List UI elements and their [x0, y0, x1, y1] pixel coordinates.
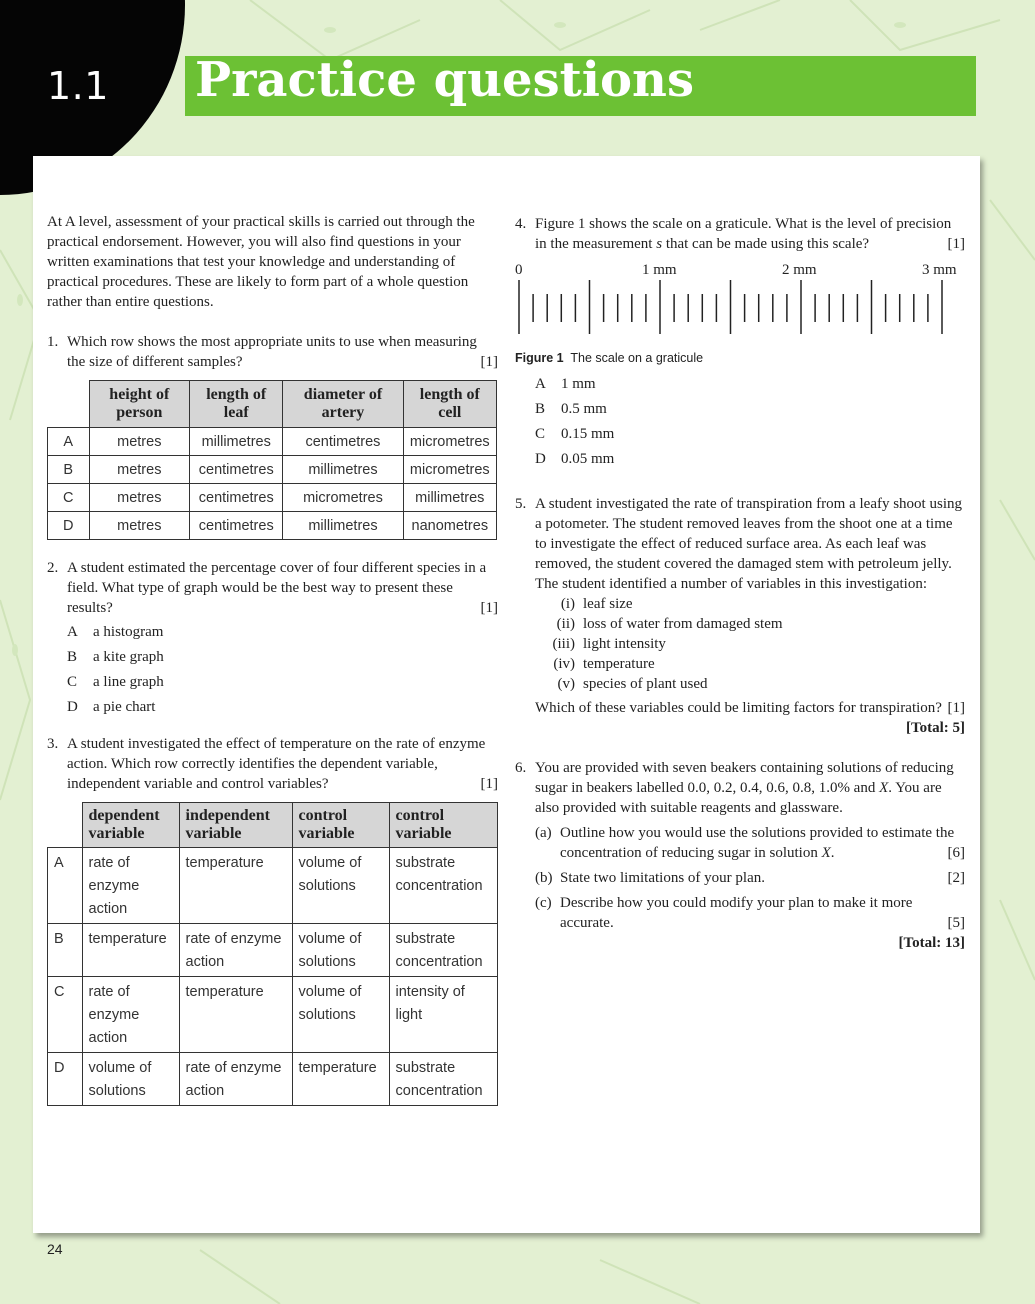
- page-title: Practice questions: [195, 52, 694, 108]
- table-cell: millimetres: [283, 456, 403, 484]
- section-number: 1.1: [47, 64, 109, 108]
- row-label: A: [48, 428, 90, 456]
- table-cell: substrate concentration: [389, 924, 498, 977]
- question-mark: [6]: [947, 845, 965, 861]
- table-row: [48, 977, 498, 1053]
- row-label: B: [48, 924, 83, 977]
- question-mark: [1]: [480, 776, 498, 792]
- column-header: independent variable: [179, 803, 292, 848]
- table-cell: temperature: [179, 848, 292, 924]
- answer-option: B 0.5 mm: [535, 401, 607, 417]
- question-3: [47, 734, 498, 794]
- question-number: 5.: [515, 496, 527, 512]
- answer-option: A a histogram: [67, 624, 164, 640]
- table-cell: metres: [89, 428, 190, 456]
- table-row: [48, 1053, 498, 1106]
- scale-label: 0: [515, 262, 523, 278]
- question-mark: [1]: [947, 700, 965, 716]
- column-header: length of leaf: [190, 381, 283, 428]
- table-cell: substrate concentration: [389, 1053, 498, 1106]
- row-label: C: [48, 977, 83, 1053]
- list-item: (iv) temperature: [553, 656, 655, 672]
- sub-question: (c) Describe how you could modify your plan to make it more accurate. [5]: [535, 895, 965, 931]
- table-cell: temperature: [179, 977, 292, 1053]
- question-1: [47, 332, 498, 372]
- answer-option: D a pie chart: [67, 699, 156, 715]
- list-item: (i) leaf size: [560, 596, 633, 612]
- table-cell: volume of solutions: [292, 848, 389, 924]
- table-cell: temperature: [82, 924, 179, 977]
- question-number: 2.: [47, 560, 59, 576]
- answer-option: D 0.05 mm: [535, 451, 615, 467]
- graticule-scale: [515, 258, 965, 338]
- row-label: C: [48, 484, 90, 512]
- question-mark: [1]: [947, 236, 965, 252]
- table-cell: volume of solutions: [82, 1053, 179, 1106]
- table-cell: metres: [89, 512, 190, 540]
- table-cell: rate of enzyme action: [179, 1053, 292, 1106]
- column-header: dependent variable: [82, 803, 179, 848]
- row-label: D: [48, 1053, 83, 1106]
- title-banner: [185, 52, 976, 116]
- list-item: (iii) light intensity: [552, 636, 666, 652]
- answer-option: C a line graph: [67, 674, 164, 690]
- sub-question: (b) State two limitations of your plan. [2]: [535, 870, 965, 886]
- table-row: [48, 428, 497, 456]
- table-cell: volume of solutions: [292, 924, 389, 977]
- scale-label: 2 mm: [782, 262, 817, 278]
- table-cell: rate of enzyme action: [179, 924, 292, 977]
- q4-options: [515, 372, 965, 472]
- table-row: [48, 484, 497, 512]
- table-row: [48, 512, 497, 540]
- answer-option: A 1 mm: [535, 376, 596, 392]
- question-mark: [2]: [947, 870, 965, 886]
- table-cell: centimetres: [190, 484, 283, 512]
- list-item: (ii) loss of water from damaged stem: [556, 616, 783, 632]
- question-text: A student investigated the rate of transpiration from a leafy shoot using a potometer. The student removed leaves from the shoot one at a time to investigate the effect of reduced surface area. As each leaf was removed, the student covered the damaged stem with petroleum jelly. The student identified a number of variables in this investigation:: [535, 496, 962, 592]
- question-4: 4. Figure 1 shows the scale on a graticule. What is the level of precision in the measurement s that can be made using this scale? [1]: [515, 216, 965, 252]
- question-mark: [1]: [480, 600, 498, 616]
- column-header: control variable: [389, 803, 498, 848]
- table-cell: centimetres: [190, 456, 283, 484]
- column-header: height of person: [89, 381, 190, 428]
- question-text: Which of these variables could be limiting factors for transpiration?: [535, 700, 942, 716]
- list-item: (v) species of plant used: [557, 676, 708, 692]
- row-label: B: [48, 456, 90, 484]
- row-label: D: [48, 512, 90, 540]
- table-cell: millimetres: [403, 484, 496, 512]
- table-cell: centimetres: [190, 512, 283, 540]
- question-number: 6.: [515, 760, 527, 776]
- table-cell: rate of enzyme action: [82, 977, 179, 1053]
- q3-variables-table: [47, 802, 498, 1106]
- page-number: 24: [47, 1241, 63, 1257]
- column-header: control variable: [292, 803, 389, 848]
- table-cell: rate of enzyme action: [82, 848, 179, 924]
- question-total: [Total: 5]: [905, 720, 965, 736]
- answer-option: C 0.15 mm: [535, 426, 615, 442]
- table-cell: nanometres: [403, 512, 496, 540]
- question-5: [515, 494, 965, 738]
- question-number: 1.: [47, 334, 59, 350]
- question-text: A student investigated the effect of temperature on the rate of enzyme action. Which row correctly identifies the dependent variable, independent variable and control variables?: [67, 736, 486, 792]
- left-column: [47, 212, 498, 1106]
- table-cell: substrate concentration: [389, 848, 498, 924]
- table-cell: metres: [89, 484, 190, 512]
- question-number: 4.: [515, 216, 527, 232]
- question-6: 6. You are provided with seven beakers containing solutions of reducing sugar in beakers labelled 0.0, 0.2, 0.4, 0.6, 0.8, 1.0% and X. You are also provided with suitable reagents and glassware. (a) Outline how you would use the solutions provided to estimate the concentration of reducing sugar in solution X. [6] (b) State two limitations of your plan. [2] (c) Describe how you could modify your plan to make it more accurate. [5] [Total: 13]: [515, 760, 965, 951]
- table-cell: metres: [89, 456, 190, 484]
- table-cell: volume of solutions: [292, 977, 389, 1053]
- row-label: A: [48, 848, 83, 924]
- column-header: length of cell: [403, 381, 496, 428]
- table-row: [48, 456, 497, 484]
- question-mark: [5]: [947, 915, 965, 931]
- sub-question: (a) Outline how you would use the solutions provided to estimate the concentration of reducing sugar in solution X. [6]: [535, 825, 965, 861]
- question-mark: [1]: [480, 354, 498, 370]
- table-cell: centimetres: [283, 428, 403, 456]
- answer-option: B a kite graph: [67, 649, 164, 665]
- table-cell: temperature: [292, 1053, 389, 1106]
- q1-units-table: [47, 380, 497, 540]
- table-row: [48, 848, 498, 924]
- column-header: diameter of artery: [283, 381, 403, 428]
- table-cell: millimetres: [283, 512, 403, 540]
- question-text: Which row shows the most appropriate units to use when measuring the size of different samples?: [67, 334, 477, 370]
- table-cell: micrometres: [403, 456, 496, 484]
- question-text: A student estimated the percentage cover of four different species in a field. What type of graph would be the best way to present these results?: [67, 560, 487, 616]
- scale-label: 1 mm: [642, 262, 677, 278]
- figure-caption: Figure 1 The scale on a graticule: [515, 351, 704, 365]
- right-column: [515, 214, 965, 953]
- scale-label: 3 mm: [922, 262, 957, 278]
- question-number: 3.: [47, 736, 59, 752]
- question-2: [47, 558, 498, 720]
- table-cell: micrometres: [283, 484, 403, 512]
- question-total: [Total: 13]: [898, 935, 965, 951]
- variables-list: [535, 594, 965, 694]
- table-cell: millimetres: [190, 428, 283, 456]
- table-cell: intensity of light: [389, 977, 498, 1053]
- intro-paragraph: At A level, assessment of your practical skills is carried out through the practical endorsement. However, you will also find questions in your written examinations that test your knowledge and understanding of practical procedures. These are likely to form part of a whole question rather than entire questions.: [47, 214, 475, 310]
- table-cell: micrometres: [403, 428, 496, 456]
- table-row: [48, 924, 498, 977]
